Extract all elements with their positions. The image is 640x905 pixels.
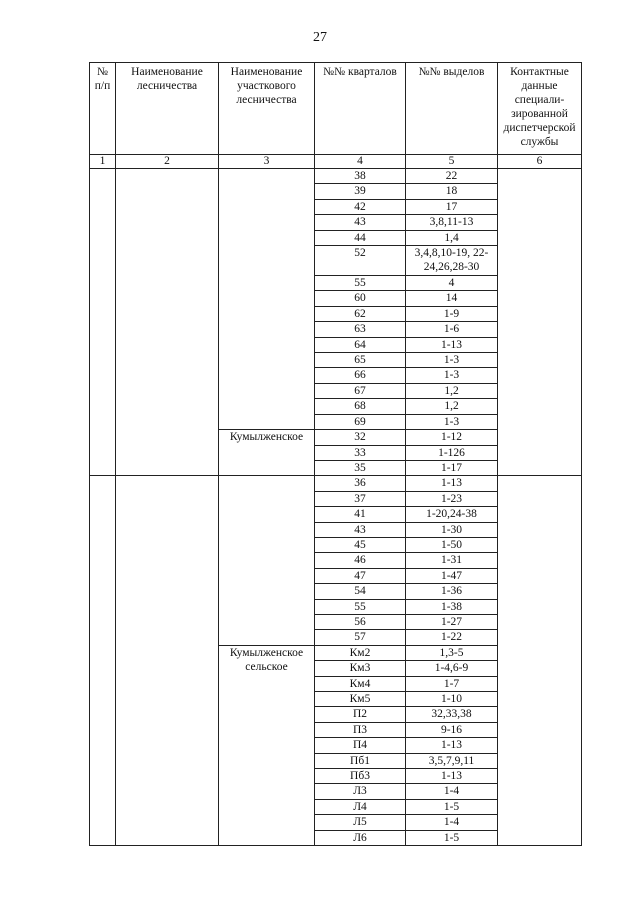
quarter-cell: 68	[315, 399, 406, 414]
column-number: 4	[315, 155, 406, 169]
header-quarters: №№ кварталов	[315, 63, 406, 155]
subforestry-kumylzhenskoe-rural: Кумылженское сельское	[219, 645, 315, 845]
quarter-cell: Л6	[315, 830, 406, 845]
quarter-cell: 55	[315, 276, 406, 291]
column-number: 1	[90, 155, 116, 169]
quarter-cell: Л3	[315, 784, 406, 799]
quarter-cell: Км4	[315, 676, 406, 691]
quarter-cell: Км5	[315, 692, 406, 707]
quarter-cell: 63	[315, 322, 406, 337]
allotment-cell: 1-13	[406, 738, 498, 753]
allotment-cell: 32,33,38	[406, 707, 498, 722]
allotment-cell: 1-126	[406, 445, 498, 460]
quarter-cell: П2	[315, 707, 406, 722]
header-subforestry: Наименование участкового лесничества	[219, 63, 315, 155]
allotment-cell: 1-13	[406, 769, 498, 784]
quarter-cell: 44	[315, 230, 406, 245]
quarter-cell: 37	[315, 491, 406, 506]
header-number: № п/п	[90, 63, 116, 155]
allotment-cell: 1,4	[406, 230, 498, 245]
quarter-cell: 62	[315, 306, 406, 321]
subforestry-cell	[219, 169, 315, 430]
allotment-cell: 14	[406, 291, 498, 306]
header-contacts: Контактные данные специали-зированной диспетчерской службы	[498, 63, 582, 155]
number-cell	[90, 169, 116, 476]
quarter-cell: 57	[315, 630, 406, 645]
allotment-cell: 3,4,8,10-19, 22-24,26,28-30	[406, 246, 498, 276]
allotment-cell: 22	[406, 169, 498, 184]
column-number: 2	[116, 155, 219, 169]
number-cell	[90, 476, 116, 846]
allotment-cell: 9-16	[406, 722, 498, 737]
column-number: 3	[219, 155, 315, 169]
quarter-cell: 42	[315, 199, 406, 214]
quarters-table	[89, 62, 582, 846]
quarter-cell: 38	[315, 169, 406, 184]
contacts-cell	[498, 169, 582, 476]
quarter-cell: 43	[315, 215, 406, 230]
table-row	[90, 476, 582, 491]
header-forestry: Наименование лесничества	[116, 63, 219, 155]
allotment-cell: 1-17	[406, 460, 498, 475]
allotment-cell: 1-6	[406, 322, 498, 337]
quarter-cell: Пб3	[315, 769, 406, 784]
contacts-cell	[498, 476, 582, 846]
quarter-cell: 43	[315, 522, 406, 537]
page-number: 27	[313, 30, 327, 45]
allotment-cell: 1-5	[406, 799, 498, 814]
allotment-cell: 1-27	[406, 614, 498, 629]
allotment-cell: 1-30	[406, 522, 498, 537]
quarter-cell: П3	[315, 722, 406, 737]
allotment-cell: 1-3	[406, 353, 498, 368]
allotment-cell: 1,2	[406, 399, 498, 414]
allotment-cell: 1-12	[406, 430, 498, 445]
allotment-cell: 1-13	[406, 337, 498, 352]
allotment-cell: 1-20,24-38	[406, 507, 498, 522]
allotment-cell: 1-36	[406, 584, 498, 599]
forestry-cell	[116, 169, 219, 476]
quarter-cell: 36	[315, 476, 406, 491]
allotment-cell: 1-3	[406, 368, 498, 383]
column-number: 6	[498, 155, 582, 169]
quarter-cell: 64	[315, 337, 406, 352]
allotment-cell: 1-4	[406, 815, 498, 830]
allotment-cell: 1,3-5	[406, 645, 498, 660]
column-number-row	[90, 155, 582, 169]
allotment-cell: 1-3	[406, 414, 498, 429]
allotment-cell: 1-4	[406, 784, 498, 799]
allotment-cell: 1-31	[406, 553, 498, 568]
allotment-cell: 1,2	[406, 383, 498, 398]
quarter-cell: 56	[315, 614, 406, 629]
allotment-cell: 1-38	[406, 599, 498, 614]
allotment-cell: 1-22	[406, 630, 498, 645]
allotment-cell: 1-10	[406, 692, 498, 707]
quarter-cell: Л5	[315, 815, 406, 830]
allotment-cell: 18	[406, 184, 498, 199]
quarter-cell: 47	[315, 568, 406, 583]
quarter-cell: Км3	[315, 661, 406, 676]
allotment-cell: 1-13	[406, 476, 498, 491]
quarter-cell: 41	[315, 507, 406, 522]
quarter-cell: 32	[315, 430, 406, 445]
quarter-cell: 35	[315, 460, 406, 475]
allotment-cell: 1-47	[406, 568, 498, 583]
quarter-cell: 45	[315, 537, 406, 552]
quarter-cell: 65	[315, 353, 406, 368]
allotment-cell: 17	[406, 199, 498, 214]
subforestry-cell	[219, 476, 315, 645]
quarter-cell: 54	[315, 584, 406, 599]
header-allotments: №№ выделов	[406, 63, 498, 155]
quarter-cell: 69	[315, 414, 406, 429]
quarter-cell: 67	[315, 383, 406, 398]
allotment-cell: 4	[406, 276, 498, 291]
allotment-cell: 1-9	[406, 306, 498, 321]
table-row	[90, 169, 582, 184]
quarter-cell: 33	[315, 445, 406, 460]
quarter-cell: 55	[315, 599, 406, 614]
allotment-cell: 1-5	[406, 830, 498, 845]
column-number: 5	[406, 155, 498, 169]
allotment-cell: 1-23	[406, 491, 498, 506]
allotment-cell: 3,5,7,9,11	[406, 753, 498, 768]
header-row	[90, 63, 582, 155]
quarter-cell: Пб1	[315, 753, 406, 768]
quarter-cell: Км2	[315, 645, 406, 660]
quarter-cell: Л4	[315, 799, 406, 814]
allotment-cell: 1-4,6-9	[406, 661, 498, 676]
allotment-cell: 1-7	[406, 676, 498, 691]
quarter-cell: 39	[315, 184, 406, 199]
forestry-cell	[116, 476, 219, 846]
subforestry-kumylzhenskoe: Кумылженское	[219, 430, 315, 476]
allotment-cell: 1-50	[406, 537, 498, 552]
quarter-cell: 66	[315, 368, 406, 383]
quarter-cell: 52	[315, 246, 406, 276]
quarter-cell: 60	[315, 291, 406, 306]
quarter-cell: 46	[315, 553, 406, 568]
allotment-cell: 3,8,11-13	[406, 215, 498, 230]
quarter-cell: П4	[315, 738, 406, 753]
